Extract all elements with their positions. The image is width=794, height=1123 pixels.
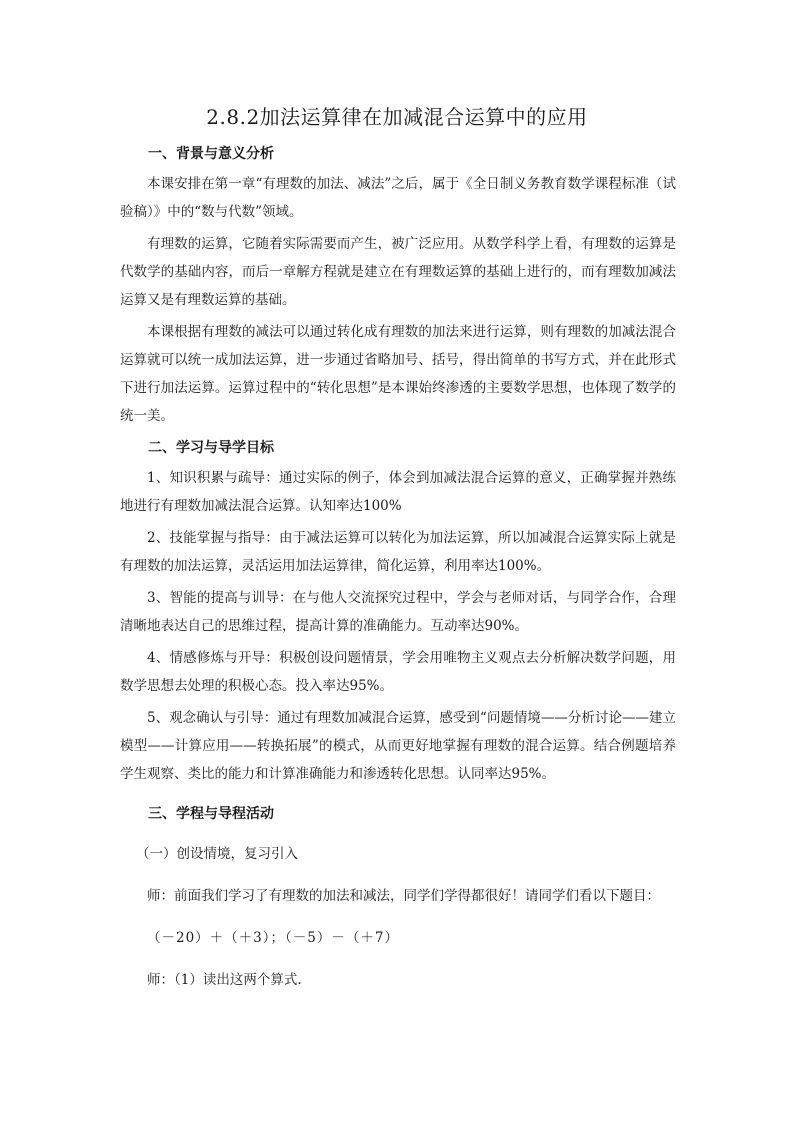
section-heading: 一、背景与意义分析	[148, 146, 274, 162]
goal-paragraph: 5、观念确认与引导：通过有理数加减混合运算，感受到“问题情境——分析讨论——建立模型——计算应用——转换拓展”的模式，从而更好地掌握有理数的混合运算。结合例题培养学生观察、类比的能力和计算准确能力和渗透转化思想。认同率达95%。	[120, 710, 676, 782]
goal-paragraph: 2、技能掌握与指导：由于减法运算可以转化为加法运算，所以加减混合运算实际上就是有理数的加法运算，灵活运用加法运算律，简化运算，利用率达100%。	[120, 530, 676, 574]
goal-paragraph: 4、情感修炼与开导：积极创设问题情景，学会用唯物主义观点去分析解决数学问题，用数学思想去处理的积极心态。投入率达95%。	[120, 650, 676, 694]
section-heading: 二、学习与导学目标	[148, 440, 274, 456]
dialogue-line: 师：前面我们学习了有理数的加法和减法，同学们学得都很好！请同学们看以下题目：	[147, 888, 660, 904]
dialogue-line: 师：（1）读出这两个算式.	[147, 972, 302, 988]
document-body	[120, 140, 676, 1008]
goal-paragraph: 1、知识积累与疏导：通过实际的例子，体会到加减法混合运算的意义，正确掌握并熟练地进行有理数加减法混合运算。认知率达100%	[120, 470, 676, 514]
paragraph: 本课安排在第一章“有理数的加法、减法”之后，属于《全日制义务教育数学课程标准（试验稿）》中的“数与代数”领域。	[120, 176, 676, 220]
paragraph: 本课根据有理数的减法可以通过转化成有理数的加法来进行运算，则有理数的加减法混合运算就可以统一成加法运算，进一步通过省略加号、括号，得出简单的书写方式，并在此形式下进行加法运算。运算过程中的“转化思想”是本课始终渗透的主要数学思想，也体现了数学的统一美。	[120, 324, 676, 424]
math-expression: （－20）＋（＋3）；（－5）－（＋7）	[147, 930, 399, 946]
paragraph: 有理数的运算，它随着实际需要而产生，被广泛应用。从数学科学上看，有理数的运算是代数学的基础内容，而后一章解方程就是建立在有理数运算的基础上进行的，而有理数加减法运算又是有理数运算的基础。	[120, 236, 676, 308]
goal-paragraph: 3、智能的提高与训导：在与他人交流探究过程中，学会与老师对话，与同学合作，合理清晰地表达自己的思维过程，提高计算的准确能力。互动率达90%。	[120, 590, 676, 634]
subsection-heading: （一）创设情境，复习引入	[136, 846, 298, 862]
page-title: 2.8.2加法运算律在加减混合运算中的应用	[206, 105, 588, 129]
section-heading: 三、学程与导程活动	[148, 806, 274, 822]
